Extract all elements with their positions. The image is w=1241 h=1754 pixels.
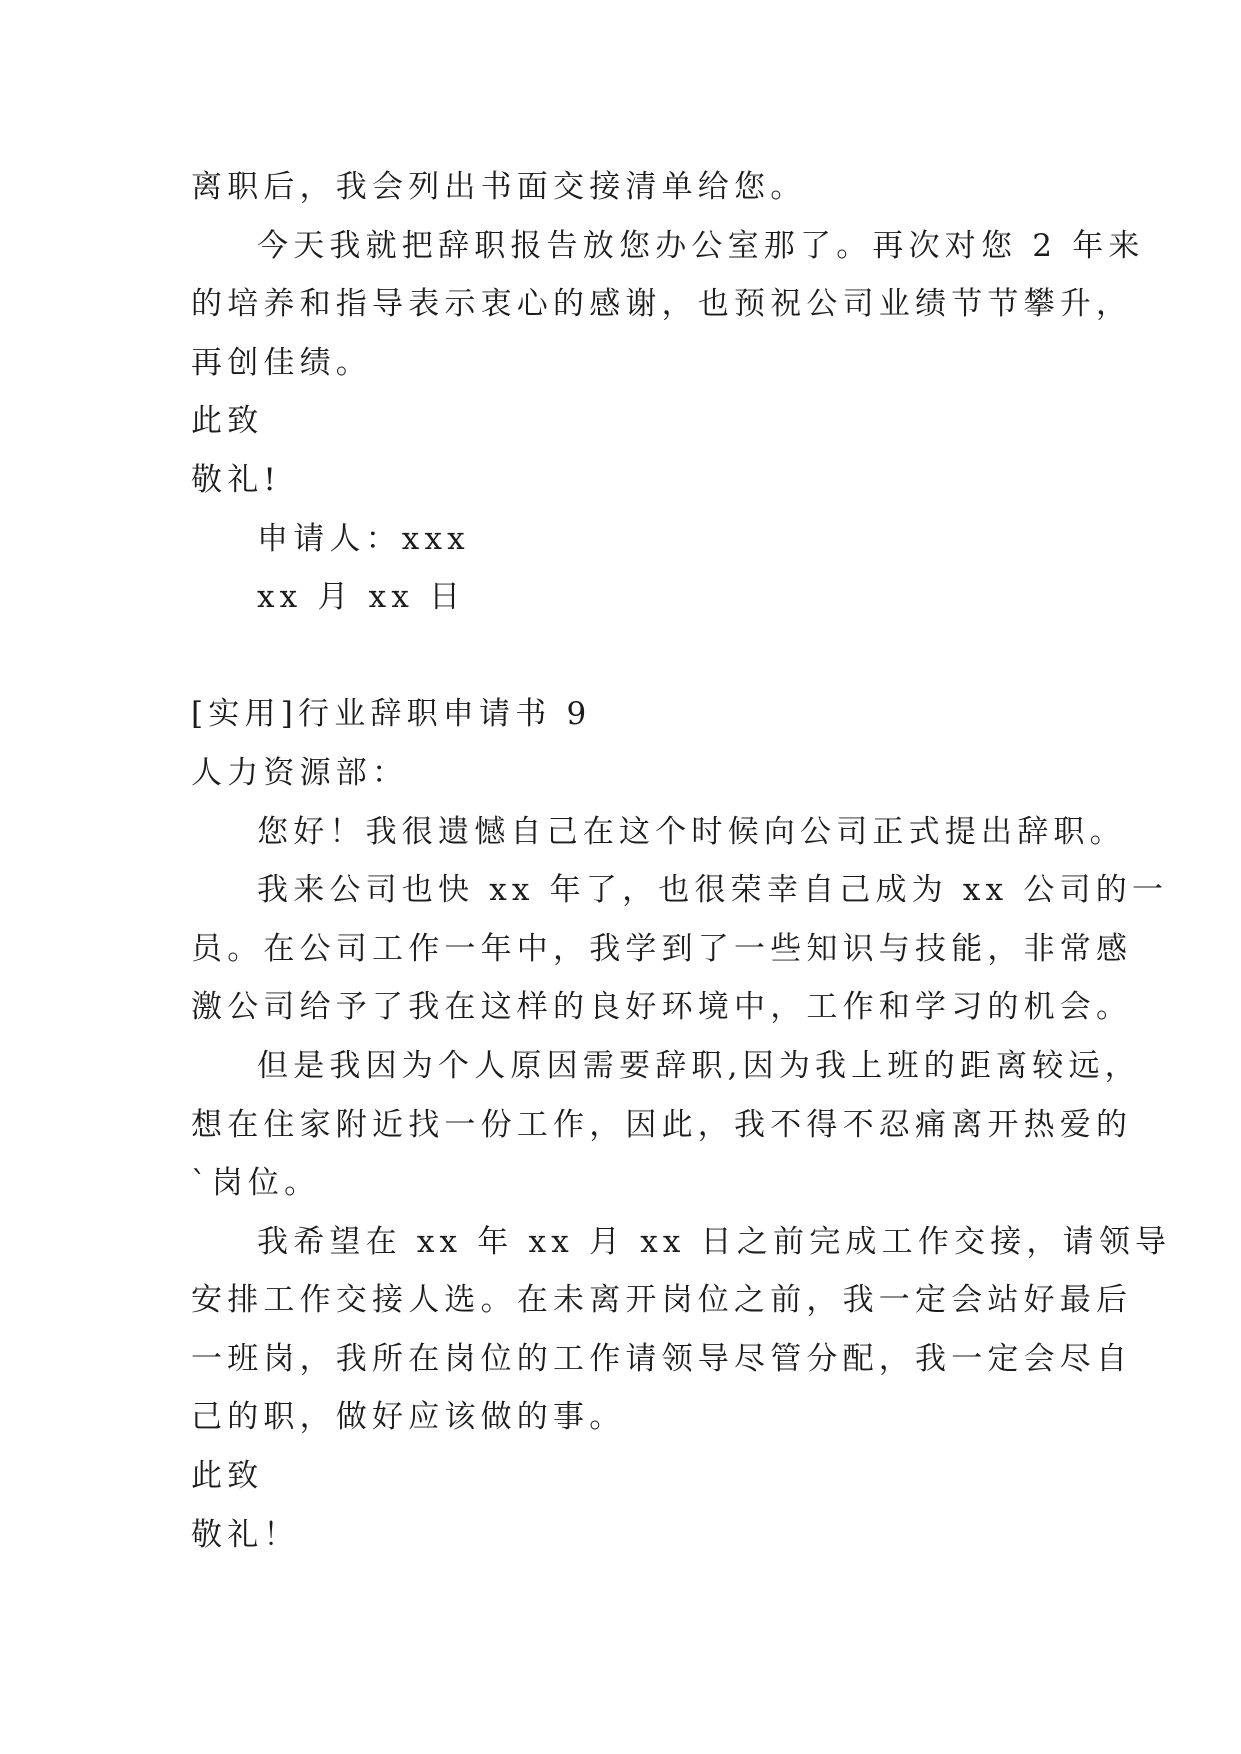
text-line: 今天我就把辞职报告放您办公室那了。再次对您 2 年来 bbox=[257, 227, 1145, 264]
text-line: 激公司给予了我在这样的良好环境中，工作和学习的机会。 bbox=[191, 989, 1133, 1026]
greeting-line: 您好！我很遗憾自己在这个时候向公司正式提出辞职。 bbox=[257, 813, 1126, 850]
text-line: 但是我因为个人原因需要辞职,因为我上班的距离较远， bbox=[257, 1047, 1141, 1084]
document-body bbox=[191, 158, 1172, 1564]
text-line: 员。在公司工作一年中，我学到了一些知识与技能，非常感 bbox=[191, 930, 1133, 967]
text-line: `岗位。 bbox=[191, 1165, 321, 1202]
text-line: 一班岗，我所在岗位的工作请领导尽管分配，我一定会尽自 bbox=[191, 1340, 1133, 1377]
text-line: 安排工作交接人选。在未离开岗位之前，我一定会站好最后 bbox=[191, 1282, 1133, 1319]
closing-salutation: 此致 bbox=[191, 1458, 264, 1495]
text-line: 再创佳绩。 bbox=[191, 344, 372, 381]
text-line: 的培养和指导表示衷心的感谢，也预祝公司业绩节节攀升， bbox=[191, 286, 1133, 323]
text-line: 己的职，做好应该做的事。 bbox=[191, 1399, 626, 1436]
text-line: 离职后，我会列出书面交接清单给您。 bbox=[191, 169, 807, 205]
closing-regards: 敬礼！ bbox=[191, 1516, 300, 1553]
section-title: [实用]行业辞职申请书 9 bbox=[191, 696, 592, 733]
applicant-signature: 申请人：xxx bbox=[257, 520, 470, 557]
signature-date: xx 月 xx 日 bbox=[257, 579, 466, 616]
closing-regards: 敬礼! bbox=[191, 461, 282, 498]
recipient-line: 人力资源部： bbox=[191, 754, 409, 791]
text-line: 想在住家附近找一份工作，因此，我不得不忍痛离开热爱的 bbox=[191, 1106, 1133, 1143]
text-line: 我来公司也快 xx 年了，也很荣幸自己成为 xx 公司的一 bbox=[257, 872, 1169, 909]
closing-salutation: 此致 bbox=[191, 403, 264, 440]
blank-line bbox=[191, 627, 1071, 686]
text-line: 我希望在 xx 年 xx 月 xx 日之前完成工作交接，请领导 bbox=[257, 1223, 1172, 1260]
